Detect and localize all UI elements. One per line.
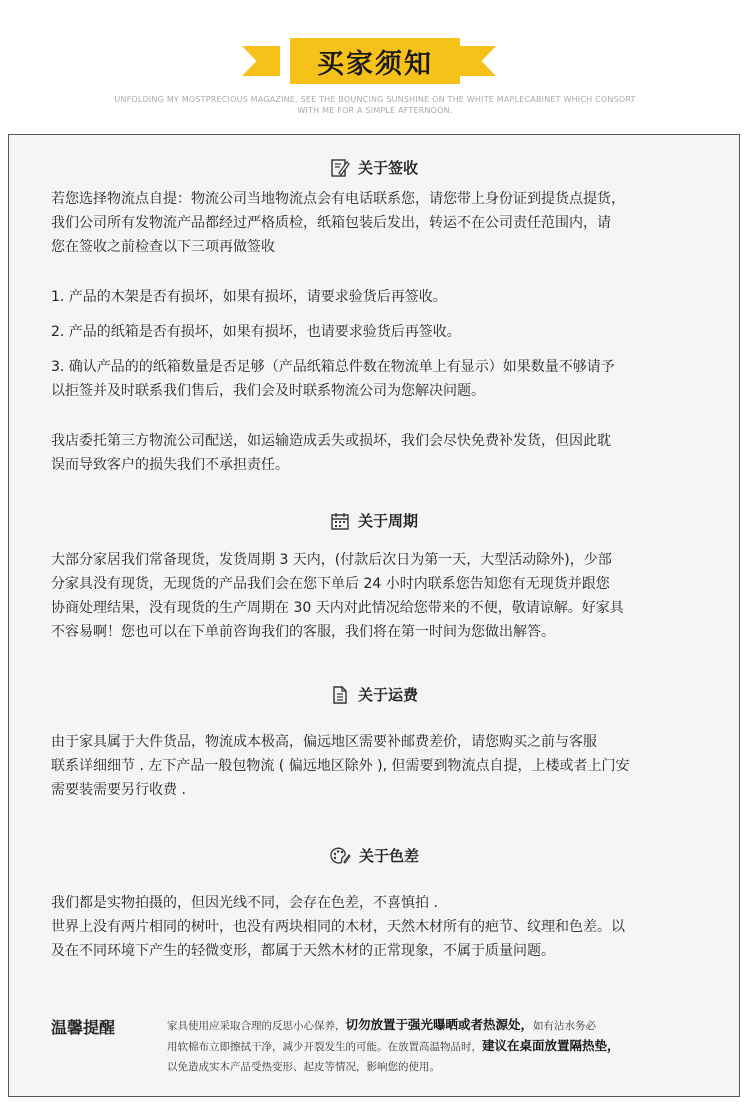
text-line: 需要装需要另行收费 . xyxy=(51,782,186,798)
color-palette-icon xyxy=(329,846,351,866)
sign-receipt-icon xyxy=(330,158,350,178)
section-title-shipping xyxy=(9,684,739,705)
section-paragraph xyxy=(51,187,701,259)
text-line: 分家具没有现货，无现货的产品我们会在您下单后 24 小时内联系您告知您有无现货并跟您 xyxy=(51,576,610,592)
section-title-sign xyxy=(9,157,739,178)
notice-box xyxy=(8,134,740,1097)
text-line: 及在不同环境下产生的轻微变形，都属于天然木材的正常现象，不属于质量问题。 xyxy=(51,943,555,959)
text-line: 由于家具属于大件货品，物流成本极高，偏远地区需要补邮费差价，请您购买之前与客服 xyxy=(51,734,597,750)
tips-text-bold: 建议在桌面放置隔热垫， xyxy=(482,1038,620,1053)
document-icon xyxy=(330,685,350,705)
section-paragraph xyxy=(51,730,701,802)
text-line: 我们公司所有发物流产品都经过严格质检，纸箱包装后发出，转运不在公司责任范围内，请 xyxy=(51,215,611,231)
page-title: 买家须知 xyxy=(290,38,460,84)
banner-right-flag xyxy=(458,46,496,76)
header-subtitle xyxy=(90,94,660,116)
text-line: 3. 确认产品的的纸箱数量是否足够（产品纸箱总件数在物流单上有显示）如果数量不够请予 xyxy=(51,359,615,375)
list-item xyxy=(51,320,701,344)
header-subtitle-line: UNFOLDING MY MOSTPRECIOUS MAGAZINE, SEE THE BOUNCING SUNSHINE ON THE WHITE MAPLECABINET WHICH CONSORT xyxy=(114,95,636,104)
section-title-color xyxy=(9,845,739,866)
text-line: 协商处理结果，没有现货的生产周期在 30 天内对此情况给您带来的不便，敬请谅解。好家具 xyxy=(51,600,624,616)
tips-line xyxy=(167,1015,717,1036)
tips-line: 以免造成实木产品受热变形、起皮等情况，影响您的使用。 xyxy=(167,1061,440,1073)
tips-text xyxy=(167,1015,717,1077)
text-line: 我们都是实物拍摄的，但因光线不同，会存在色差，不喜慎拍 . xyxy=(51,895,438,911)
title-banner xyxy=(0,38,750,88)
tips-text-bold: 切勿放置于强光曝晒或者热源处， xyxy=(345,1017,534,1032)
text-line: 若您选择物流点自提：物流公司当地物流点会有电话联系您，请您带上身份证到提货点提货， xyxy=(51,191,625,207)
calendar-icon xyxy=(330,511,350,531)
section-title-cycle xyxy=(9,510,739,531)
tips-title: 温馨提醒 xyxy=(51,1018,116,1037)
text-line: 误而导致客户的损失我们不承担责任。 xyxy=(51,457,289,473)
text-line: 2. 产品的纸箱是否有损坏，如果有损坏，也请要求验货后再签收。 xyxy=(51,324,461,340)
tips-line xyxy=(167,1036,717,1057)
section-title-text: 关于色差 xyxy=(358,847,419,865)
text-line: 以拒签并及时联系我们售后，我们会及时联系物流公司为您解决问题。 xyxy=(51,383,485,399)
header-subtitle-line: WITH ME FOR A SIMPLE AFTERNOON. xyxy=(297,106,453,115)
text-line: 联系详细细节 . 左下产品一般包物流 ( 偏远地区除外 ), 但需要到物流点自提，上楼或者上门安 xyxy=(51,758,630,774)
banner-left-flag xyxy=(242,46,280,76)
list-item xyxy=(51,355,701,403)
text-line: 世界上没有两片相同的树叶，也没有两块相同的木材，天然木材所有的疤节、纹理和色差。以 xyxy=(51,919,625,935)
page-header xyxy=(0,0,750,130)
section-title-text: 关于运费 xyxy=(357,686,418,704)
section-paragraph xyxy=(51,429,701,477)
text-line: 您在签收之前检查以下三项再做签收 xyxy=(51,239,275,255)
section-title-text: 关于签收 xyxy=(357,159,418,177)
text-line: 我店委托第三方物流公司配送，如运输造成丢失或损坏，我们会尽快免费补发货，但因此耽 xyxy=(51,433,611,449)
text-line: 大部分家居我们常备现货，发货周期 3 天内，(付款后次日为第一天，大型活动除外)，少部 xyxy=(51,552,612,568)
tips-text-normal: 用软棉布立即擦拭干净，减少开裂发生的可能。在放置高温物品时， xyxy=(167,1041,482,1053)
text-line: 不容易啊！您也可以在下单前咨询我们的客服，我们将在第一时间为您做出解答。 xyxy=(51,624,555,640)
section-paragraph xyxy=(51,548,701,644)
tips-text-normal: 家具使用应采取合理的反思小心保养， xyxy=(167,1020,346,1032)
list-item xyxy=(51,285,701,309)
tips-text-normal: 如有沾水务必 xyxy=(533,1020,597,1032)
text-line: 1. 产品的木架是否有损坏，如果有损坏，请要求验货后再签收。 xyxy=(51,289,447,305)
section-title-text: 关于周期 xyxy=(357,512,418,530)
section-paragraph xyxy=(51,891,701,963)
